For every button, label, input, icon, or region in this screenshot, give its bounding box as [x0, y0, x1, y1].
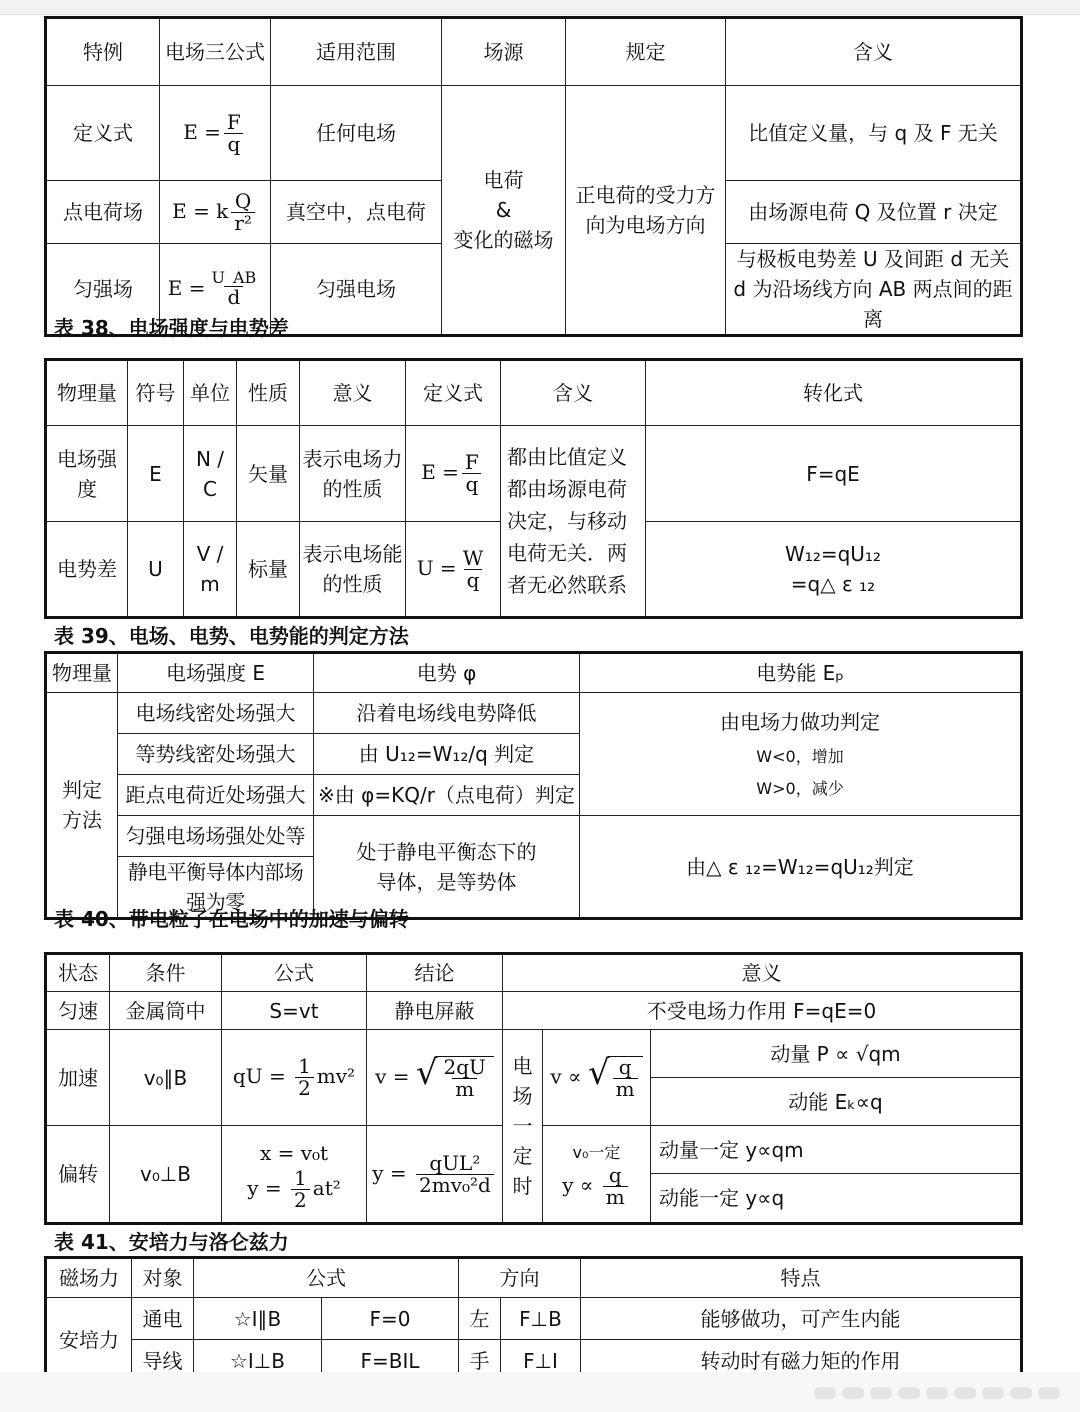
cond-cell: ☆I∥B [194, 1298, 322, 1340]
momentum-cell: 动量 P ∝ √qm [651, 1030, 1022, 1078]
caption-table-41: 表 41、安培力与洛仑兹力 [54, 1230, 289, 1254]
kinetic-cell: 动能一定 y∝q [651, 1174, 1022, 1224]
result-cell: F=BIL [322, 1340, 459, 1383]
dot-icon [926, 1387, 948, 1399]
dot-icon [842, 1387, 864, 1399]
header-cell: 物理量 [46, 360, 128, 426]
header-cell: 意义 [503, 954, 1022, 992]
caption-table-40: 表 40、带电粒子在电场中的加速与偏转 [54, 907, 409, 931]
table-header-row [46, 954, 1022, 992]
table-field-potential [44, 358, 1023, 619]
header-cell: 特例 [46, 18, 160, 86]
unit-cell: N / C [184, 426, 237, 522]
dot-icon [982, 1387, 1004, 1399]
header-cell: 场源 [442, 18, 566, 86]
formula-cell [406, 426, 501, 522]
fraction [231, 188, 255, 235]
kinetic-cell: 动能 Eₖ∝q [651, 1078, 1022, 1126]
formula-lhs: E = [421, 460, 459, 484]
header-cell: 条件 [110, 954, 222, 992]
header-cell: 定义式 [406, 360, 501, 426]
result-cell: F=0 [322, 1298, 459, 1340]
header-cell: 规定 [566, 18, 726, 86]
prop-cell: v₀一定 y ∝ $\frac{q}{m}$ [543, 1126, 651, 1224]
formula-lhs: E = [167, 275, 206, 300]
fraction-denominator: q [464, 569, 483, 591]
sqrt: √ $\frac{2qU}{m}$ [416, 1056, 494, 1100]
dir-cell: F⊥B [501, 1298, 581, 1340]
cond-cell: v₀∥B [110, 1030, 222, 1126]
fraction-numerator: Q [234, 188, 252, 213]
formula-cell [160, 86, 271, 181]
fraction-numerator: U_AB [211, 267, 257, 287]
source-cell [442, 86, 566, 336]
range-cell: 任何电场 [271, 86, 442, 181]
header-cell: 电场三公式 [160, 18, 271, 86]
formula-cell: x = v₀t y = $\frac{1}{2}$ at² [222, 1126, 367, 1224]
header-cell: 物理量 [46, 653, 118, 693]
row-label: 匀强场 [46, 244, 160, 336]
shared-meaning-cell: 都由比值定义都由场源电荷决定，与移动电荷无关．两者无必然联系 [501, 426, 646, 618]
result-cell: v = √ $\frac{2qU}{m}$ [367, 1030, 503, 1126]
rule-line: 向为电场方向 [585, 213, 706, 237]
formula-cell [160, 181, 271, 244]
table-row [46, 426, 1022, 522]
table-header-row [46, 1258, 1022, 1298]
fraction-denominator: q [224, 133, 243, 155]
convert-line: W₁₂=qU₁₂ [785, 542, 881, 566]
meaning-cell: 表示电场力的性质 [300, 426, 406, 522]
header-cell: 特点 [581, 1258, 1022, 1298]
header-cell: 电场强度 E [118, 653, 314, 693]
caption-table-39: 表 39、电场、电势、电势能的判定方法 [54, 624, 409, 648]
table-header-row [46, 653, 1022, 693]
rule-line: 正电荷的受力方 [575, 183, 716, 207]
table-row [46, 1298, 1022, 1340]
formula-lhs: E = k [172, 198, 229, 223]
cond-cell: v₀⊥B [110, 1126, 222, 1224]
potential-cell: 由 U₁₂=W₁₂/q 判定 [314, 734, 580, 775]
convert-cell: F=qE [646, 426, 1022, 522]
dir-cell: F⊥I [501, 1340, 581, 1383]
fraction-denominator: d [224, 286, 243, 308]
convert-cell [646, 522, 1022, 618]
field-cell: 等势线密处场强大 [118, 734, 314, 775]
unit-cell: V / m [184, 522, 237, 618]
convert-line: =q△ ε ₁₂ [790, 572, 876, 596]
energy-cell: 由△ ε ₁₂=W₁₂=qU₁₂判定 [580, 816, 1022, 919]
caption-table-38: 表 38、电场强度与电势差 [54, 316, 289, 340]
meaning-cell [726, 244, 1022, 336]
row-label: 点电荷场 [46, 181, 160, 244]
range-cell: 真空中，点电荷 [271, 181, 442, 244]
dot-icon [1010, 1387, 1032, 1399]
meaning-cell: 不受电场力作用 F=qE=0 [503, 992, 1022, 1030]
row-label: 定义式 [46, 86, 160, 181]
table-row [46, 816, 1022, 857]
table-field-formulas [44, 16, 1023, 337]
formula-cell: qU = $\frac{1}{2}$ mv² [222, 1030, 367, 1126]
table-row [46, 693, 1022, 734]
result-cell: y = $\frac{\text{qUL²}}{\text{2mv₀²d}}$ [367, 1126, 503, 1224]
state-cell: 匀速 [46, 992, 110, 1030]
dot-icon [814, 1387, 836, 1399]
header-cell: 电势能 Eₚ [580, 653, 1022, 693]
table-judgement-methods [44, 651, 1023, 920]
formula-cell: S=vt [222, 992, 367, 1030]
symbol-cell: E [128, 426, 184, 522]
header-cell: 方向 [459, 1258, 581, 1298]
row-label: 判定方法 [46, 693, 118, 919]
object-cell: 通电 [132, 1298, 194, 1340]
source-line: 电荷 [483, 168, 524, 192]
fraction-numerator: F [464, 450, 479, 474]
meaning-line: d 为沿场线方向 AB 两点间的距离 [733, 277, 1013, 331]
table-header-row [46, 18, 1022, 86]
field-cell: 匀强电场场强处处等 [118, 816, 314, 857]
energy-line: W<0，增加 [756, 747, 844, 766]
formula-cell [406, 522, 501, 618]
fraction-denominator: r² [231, 212, 255, 234]
meaning-cell: 比值定义量，与 q 及 F 无关 [726, 86, 1022, 181]
state-cell: 偏转 [46, 1126, 110, 1224]
dot-icon [954, 1387, 976, 1399]
table-row [46, 1030, 1022, 1078]
header-cell: 结论 [367, 954, 503, 992]
energy-line: W>0，减少 [756, 779, 844, 798]
dot-icon [1038, 1387, 1060, 1399]
table-ampere-force [44, 1256, 1023, 1384]
header-cell: 符号 [128, 360, 184, 426]
object-cell: 导线 [132, 1340, 194, 1383]
energy-line: 由电场力做功判定 [720, 710, 880, 734]
header-cell: 意义 [300, 360, 406, 426]
source-line: 变化的磁场 [453, 228, 554, 252]
fraction [208, 267, 259, 310]
header-cell: 转化式 [646, 360, 1022, 426]
dot-icon [898, 1387, 920, 1399]
field-cell: 静电平衡导体内部场强为零 [118, 857, 314, 919]
header-cell: 适用范围 [271, 18, 442, 86]
state-cell: 加速 [46, 1030, 110, 1126]
header-cell: 对象 [132, 1258, 194, 1298]
cond-cell: ☆I⊥B [194, 1340, 322, 1383]
nature-cell: 标量 [237, 522, 300, 618]
table-row [46, 86, 1022, 181]
fraction [460, 545, 487, 592]
header-cell: 磁场力 [46, 1258, 132, 1298]
table-header-row [46, 360, 1022, 426]
header-cell: 含义 [726, 18, 1022, 86]
quantity-name: 电场强度 [46, 426, 128, 522]
v0-const: v₀一定 [572, 1142, 621, 1162]
fraction-numerator: W [462, 545, 484, 570]
momentum-cell: 动量一定 y∝qm [651, 1126, 1022, 1174]
header-cell: 电势 φ [314, 653, 580, 693]
feature-cell: 能够做功，可产生内能 [581, 1298, 1022, 1340]
nature-cell: 矢量 [237, 426, 300, 522]
fraction-numerator: F [226, 109, 241, 134]
range-cell: 匀强电场 [271, 244, 442, 336]
header-cell: 性质 [237, 360, 300, 426]
top-edge [0, 0, 1080, 15]
source-line: & [495, 198, 512, 222]
formula-lhs: U = [416, 555, 457, 580]
table-row [46, 992, 1022, 1030]
rule-cell [566, 86, 726, 336]
dir-label: 左 [459, 1298, 501, 1340]
meaning-cell: 表示电场能的性质 [300, 522, 406, 618]
field-cell: 电场线密处场强大 [118, 693, 314, 734]
potential-cell: 沿着电场线电势降低 [314, 693, 580, 734]
fraction: $\frac{1}{2}$ [295, 1056, 314, 1099]
fraction [224, 109, 244, 156]
side-label: 电场一定时 [503, 1030, 543, 1224]
meaning-cell: 由场源电荷 Q 及位置 r 决定 [726, 181, 1022, 244]
potential-line: 导体，是等势体 [376, 869, 517, 894]
header-cell: 含义 [501, 360, 646, 426]
header-cell: 公式 [194, 1258, 459, 1298]
meaning-line: 与极板电势差 U 及间距 d 无关 [736, 247, 1010, 271]
result-cell: 静电屏蔽 [367, 992, 503, 1030]
fraction-denominator: q [462, 473, 481, 495]
feature-cell: 转动时有磁力矩的作用 [581, 1340, 1022, 1383]
field-cell: 距点电荷近处场强大 [118, 775, 314, 816]
symbol-cell: U [128, 522, 184, 618]
table-particle-motion [44, 952, 1023, 1225]
cond-cell: 金属筒中 [110, 992, 222, 1030]
row-label: 安培力 [46, 1298, 132, 1383]
quantity-name: 电势差 [46, 522, 128, 618]
header-cell: 单位 [184, 360, 237, 426]
formula-lhs: E = [183, 119, 221, 144]
fraction [462, 452, 482, 495]
dir-label: 手 [459, 1340, 501, 1383]
potential-cell: ※由 φ=KQ/r（点电荷）判定 [314, 775, 580, 816]
header-cell: 状态 [46, 954, 110, 992]
header-cell: 公式 [222, 954, 367, 992]
energy-cell [580, 693, 1022, 816]
dot-icon [870, 1387, 892, 1399]
potential-line: 处于静电平衡态下的 [356, 839, 537, 864]
prop-cell: v ∝ √ $\frac{q}{m}$ [543, 1030, 651, 1126]
